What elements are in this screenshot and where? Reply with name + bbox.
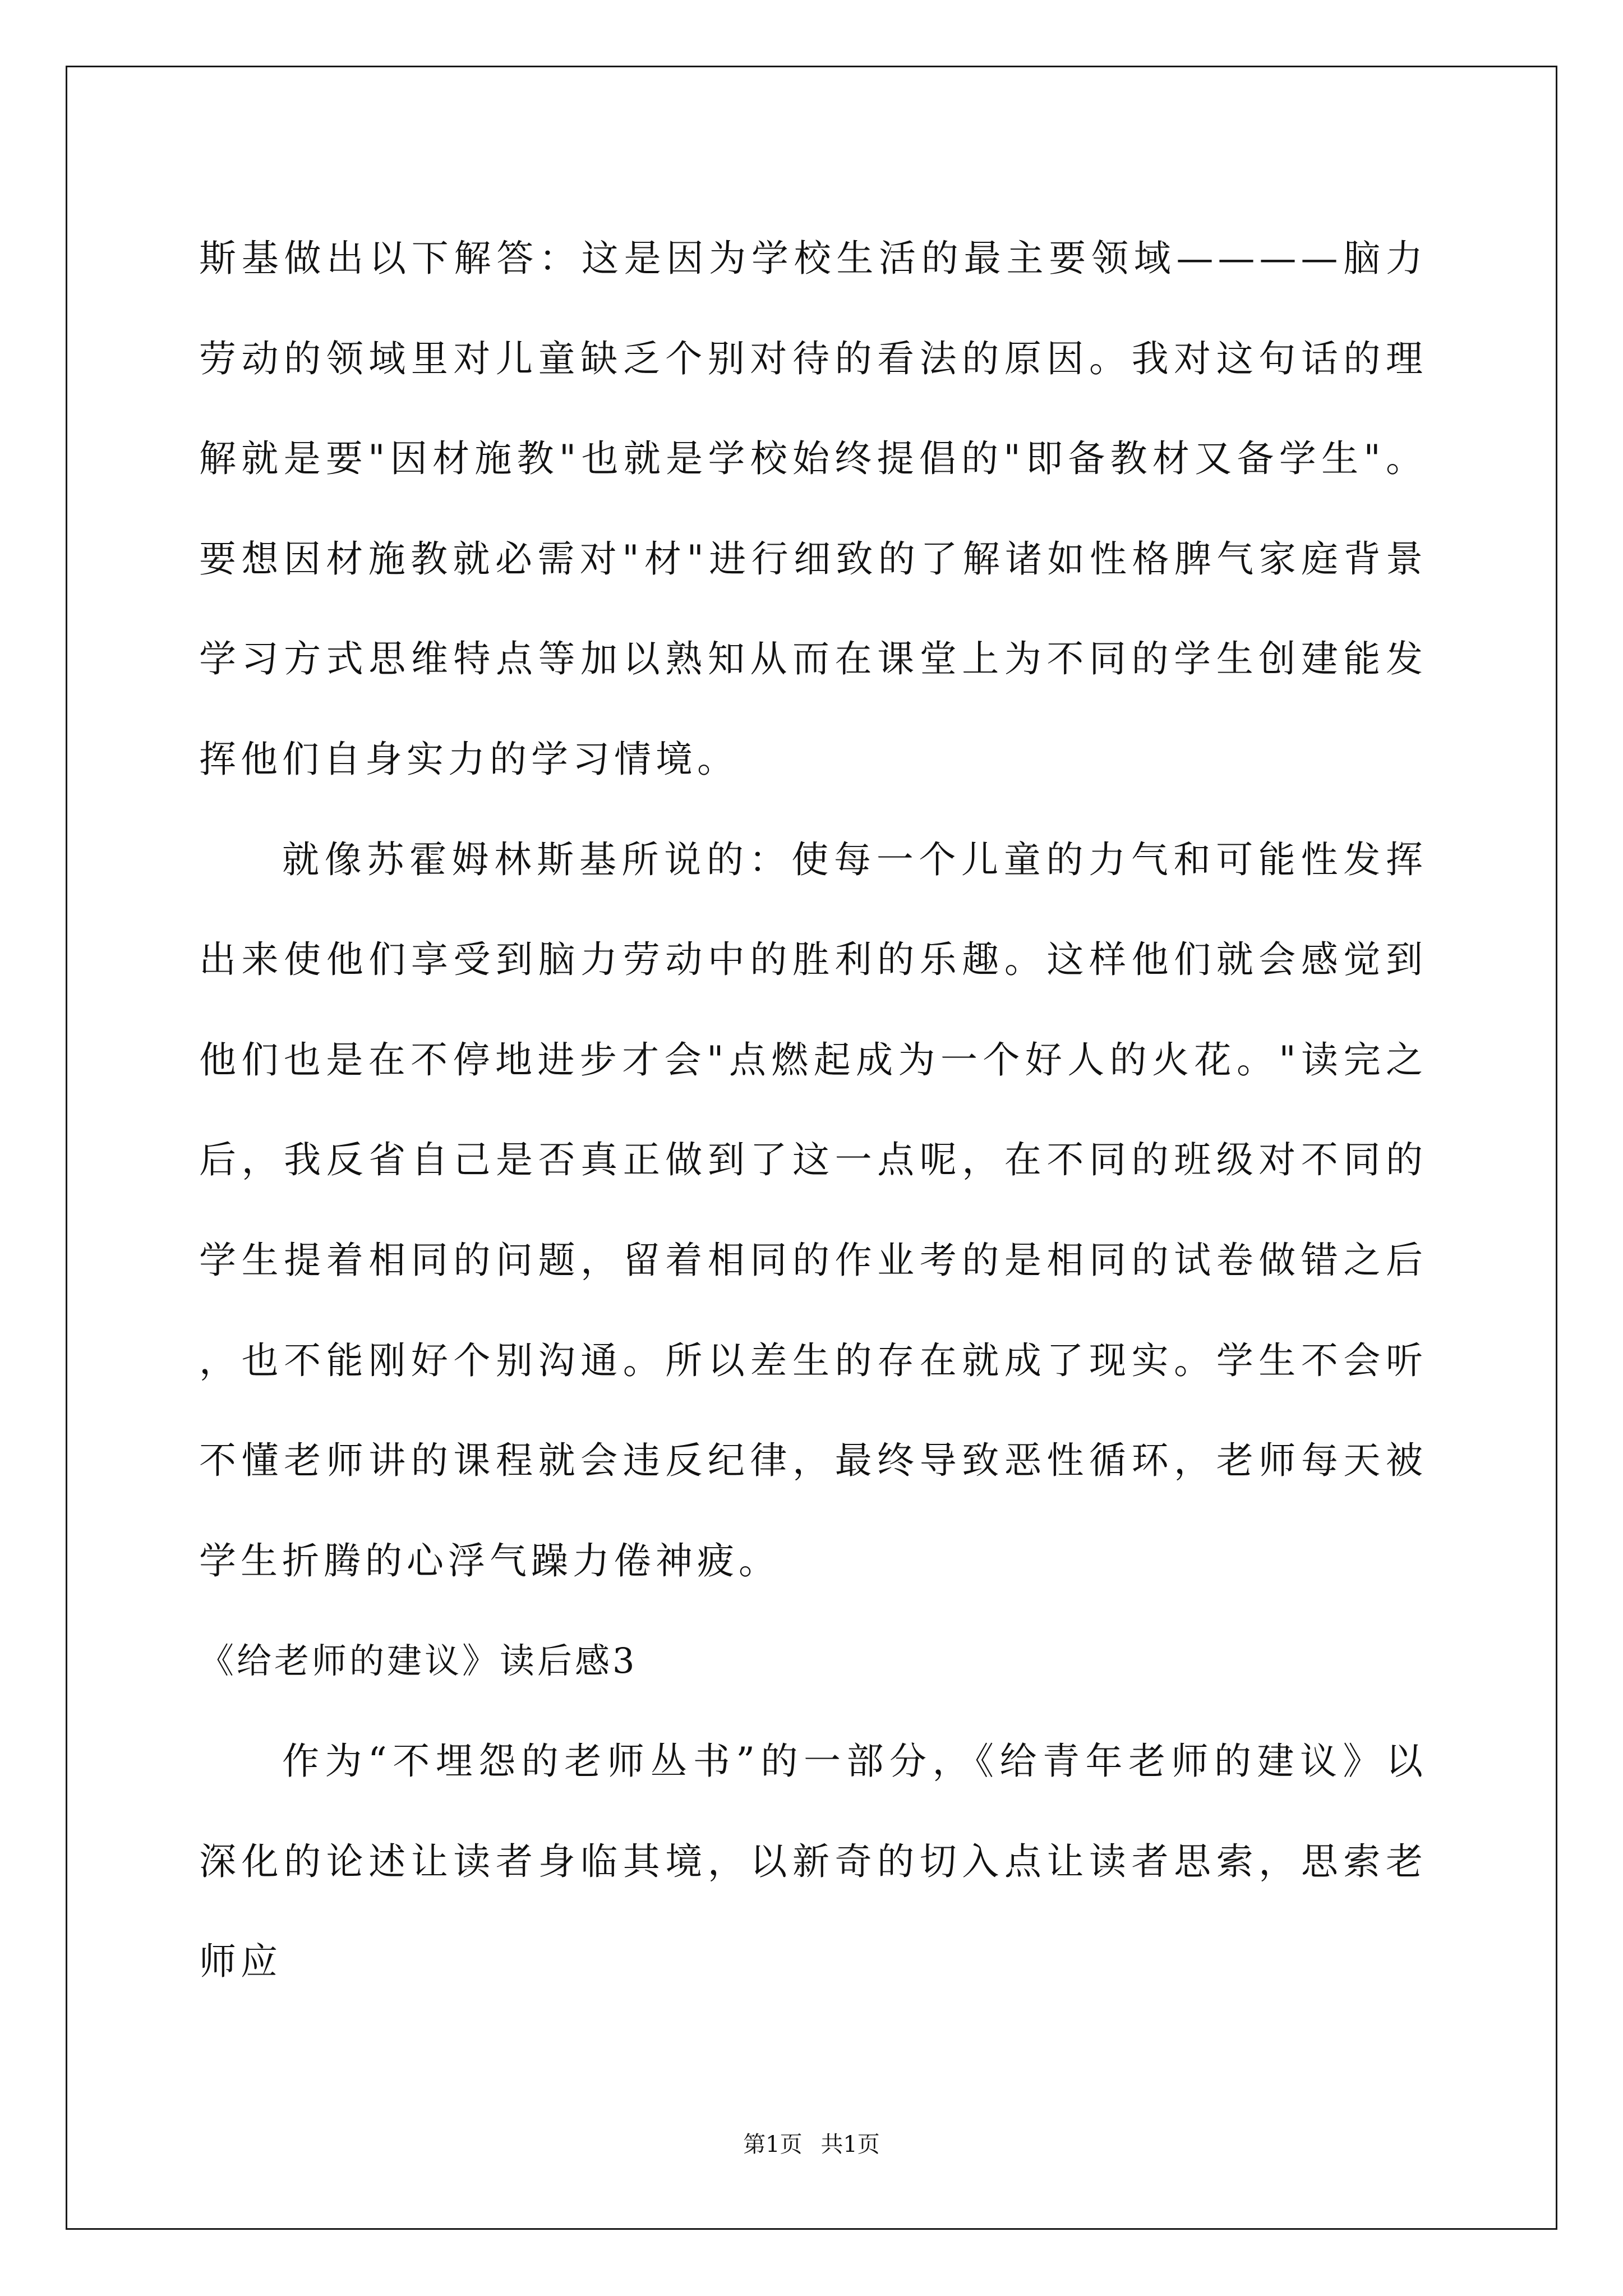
page-total: 共1页 [820,2132,880,2157]
document-body [199,209,1427,2012]
paragraph-1: 斯基做出以下解答：这是因为学校生活的最主要领域————脑力劳动的领域里对儿童缺乏个别对待的看法的原因。我对这句话的理解就是要"因材施教"也就是学校始终提倡的"即备教材又备学生"。要想因材施教就必需对"材"进行细致的了解诸如性格脾气家庭背景学习方式思维特点等加以熟知从而在课堂上为不同的学生创建能发挥他们自身实力的学习情境。 [199,237,1427,781]
page-number: 第1页 [743,2132,803,2157]
paragraph-3: 作为“不埋怨的老师丛书”的一部分，《给青年老师的建议》以深化的论述让读者身临其境，以新奇的切入点让读者思索，思索老师应 [199,1739,1427,1984]
paragraph-2: 就像苏霍姆林斯基所说的：使每一个儿童的力气和可能性发挥出来使他们享受到脑力劳动中的胜利的乐趣。这样他们就会感觉到他们也是在不停地进步才会"点燃起成为一个好人的火花。"读完之后，我反省自己是否真正做到了这一点呢，在不同的班级对不同的学生提着相同的问题，留着相同的作业考的是相同的试卷做错之后，也不能刚好个别沟通。所以差生的存在就成了现实。学生不会听不懂老师讲的课程就会违反纪律，最终导致恶性循环，老师每天被学生折腾的心浮气躁力倦神疲。 [199,838,1427,1582]
section-heading: 《给老师的建议》读后感3 [199,1640,638,1682]
page-footer [0,2131,1623,2159]
